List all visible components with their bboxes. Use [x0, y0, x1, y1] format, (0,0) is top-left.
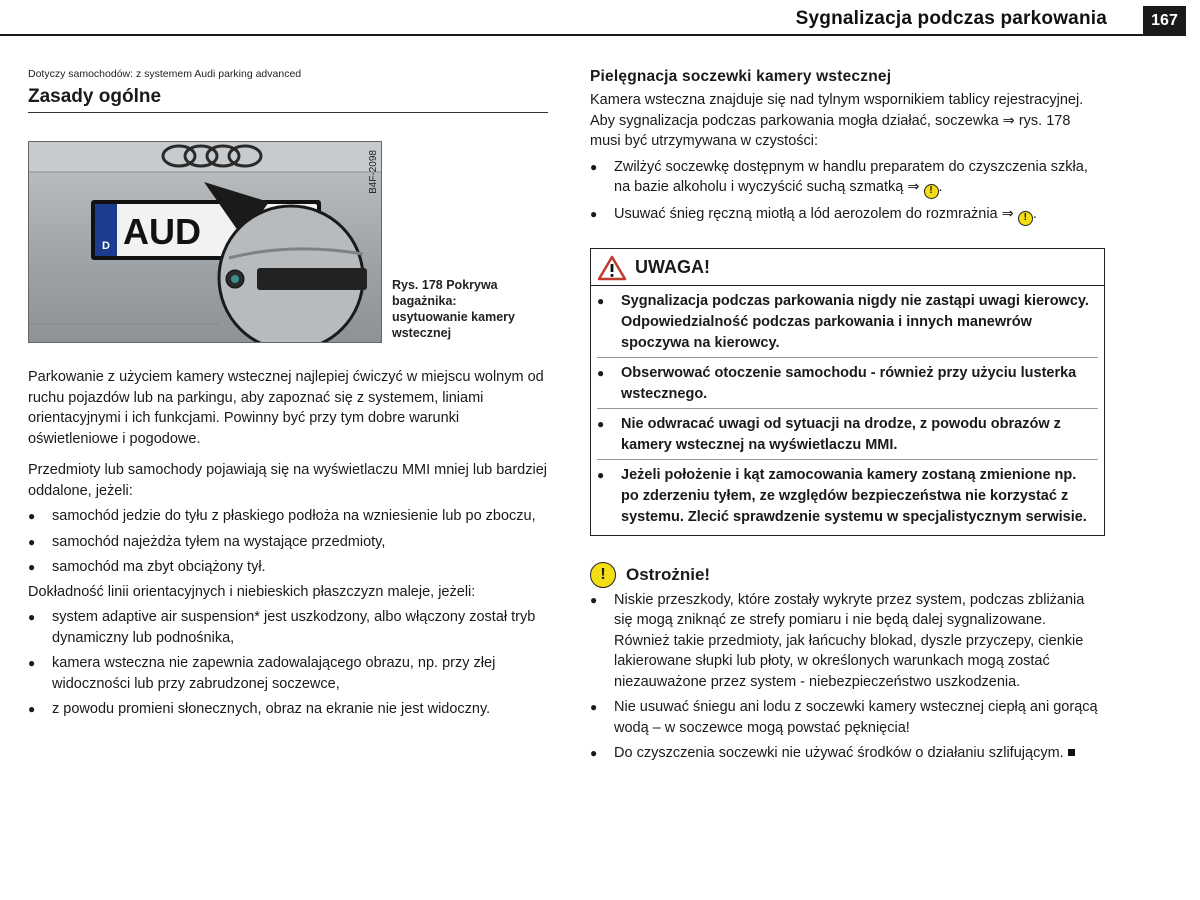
header-rule [0, 34, 1143, 36]
list-item [28, 557, 548, 578]
caption-number: Rys. 178 [392, 278, 443, 292]
lens-care-bullet-text: Zwilżyć soczewkę dostępnym w handlu preparatem do czyszczenia szkła, na bazie alkoholu i wyczyścić suchą szmatką ⇒ [614, 158, 1088, 195]
list-item [28, 653, 548, 694]
plate-text: AUD [123, 211, 201, 252]
bullet-dot: ● [590, 159, 598, 174]
warning-item [597, 358, 1098, 409]
list-item-text: Sygnalizacja podczas parkowania nigdy nie zastąpi uwagi kierowcy. Odpowiedzialność podczas parkowania i innych manewrów spoczywa na kierowcy. [621, 292, 1089, 351]
list-item [28, 607, 548, 648]
paragraph-accuracy: Dokładność linii orientacyjnych i niebieskich płaszczyzn maleje, jeżeli: [28, 583, 476, 600]
list-item-text: samochód jedzie do tyłu z płaskiego podłoża na wzniesienie lub po zboczu, [52, 508, 536, 524]
paragraph-intro: Parkowanie z użyciem kamery wstecznej najlepiej ćwiczyć w miejscu wolnym od ruchu pojazdów lub na parkingu, aby zapoznać się z systemem, liniami orientacyjnymi i ich funkcjami. Powinny być przy tym dobre warunki oświetleniowe i pogodowe. [28, 369, 544, 447]
list-item-text: samochód ma zbyt obciążony tył. [52, 559, 266, 575]
list-item-text: Nie usuwać śniegu ani lodu z soczewki kamery wstecznej ciepłą ani gorącą wodą – w soczewce mogą powstać pęknięcia! [614, 699, 1098, 736]
bullet-dot: ● [28, 656, 36, 670]
bullet-dot: ● [28, 509, 36, 523]
page-header-title: Sygnalizacja podczas parkowania [795, 8, 1107, 29]
list-item-text: Obserwować otoczenie samochodu - również przy użyciu lusterka wstecznego. [621, 364, 1077, 402]
figure-code: B4F-2098 [368, 150, 379, 194]
list-item-text: Niskie przeszkody, które zostały wykryte przez system, podczas zbliżania się mogą zniknąć ze strefy pomiaru i nie będą dalej sygnalizowane. Również takie przedmioty, jak łańcuchy blokad, dyszle przyczepy, cienkie lakierowane słupki lub płoty, w określonych warunkach mogą zostać niezauważone przez system - niebezpieczeństwo uszkodzenia. [614, 591, 1085, 690]
bullet-dot: ● [590, 206, 598, 221]
warning-item [597, 460, 1098, 531]
list-item [28, 506, 548, 527]
paragraph-display: Przedmioty lub samochody pojawiają się na wyświetlaczu MMI mniej lub bardziej oddalone, jeżeli: [28, 462, 547, 499]
left-column [28, 64, 548, 720]
list-item [28, 699, 548, 720]
section-title: Zasady ogólne [28, 86, 548, 113]
bullet-dot: ● [590, 700, 598, 714]
bullet-dot: ● [590, 746, 598, 760]
bullet-dot: ● [597, 293, 605, 308]
caution-header [590, 562, 1105, 588]
list-item [28, 532, 548, 553]
list-item-text: system adaptive air suspension* jest uszkodzony, albo włączony został tryb dynamiczny lub podnośnika, [52, 609, 536, 646]
lens-care-paragraph: Kamera wsteczna znajduje się nad tylnym wspornikiem tablicy rejestracyjnej. Aby sygnalizacja podczas parkowania mogła działać, soczewka ⇒ rys. 178 musi być utrzymywana w czystości: [590, 92, 1084, 149]
bullet-dot: ● [28, 702, 36, 716]
figure-caption [392, 277, 527, 343]
list-item [590, 590, 1105, 693]
applicability-note: Dotyczy samochodów: z systemem Audi parking advanced [28, 68, 302, 80]
caution-list [590, 590, 1105, 764]
bullet-dot: ● [597, 467, 605, 482]
caution-ref-icon: ! [924, 184, 939, 199]
list-item-text: Do czyszczenia soczewki nie używać środków o działaniu szlifującym. [614, 745, 1064, 761]
list-item-text: samochód najeżdża tyłem na wystające przedmioty, [52, 533, 386, 550]
warning-title: UWAGA! [635, 257, 710, 277]
bullet-dot: ● [597, 416, 605, 431]
warning-box [590, 248, 1105, 536]
list-item-text: Jeżeli położenie i kąt zamocowania kamery zostaną zmienione np. po zderzeniu tyłem, ze względów bezpieczeństwa nie korzystać z systemu. Zlecić sprawdzenie systemu w specjalistycznym serwisie. [621, 466, 1087, 525]
caption-text: Pokrywa bagażnika: usytuowanie kamery wstecznej [392, 278, 515, 340]
figure-trunk-camera [28, 141, 382, 343]
page-header [0, 0, 1200, 38]
end-of-section-marker [1068, 749, 1075, 756]
bullet-dot: ● [597, 365, 605, 380]
plate-country: D [102, 240, 110, 252]
caution-circle-icon: ! [590, 562, 616, 588]
warning-item [597, 286, 1098, 358]
lens-care-bullet-text: Usuwać śnieg ręczną miotłą a lód aerozolem do rozmrażnia ⇒ [614, 205, 1014, 222]
bullet-dot: ● [590, 592, 598, 607]
warning-list [591, 286, 1104, 535]
bullet-list-display [28, 506, 548, 578]
bullet-dot: ● [28, 560, 36, 574]
lens-care-bullet: ● Zwilżyć soczewkę dostępnym w handlu preparatem do czyszczenia szkła, na bazie alkoholu i wyczyścić suchą szmatką ⇒ ! . [590, 157, 1105, 199]
bullet-dot: ● [28, 610, 36, 624]
lens-care-bullet: ● Usuwać śnieg ręczną miotłą a lód aerozolem do rozmrażnia ⇒ ! . [590, 204, 1105, 226]
list-item [590, 743, 1105, 764]
list-item-text: z powodu promieni słonecznych, obraz na ekranie nie jest widoczny. [52, 701, 491, 717]
bullet-list-accuracy [28, 607, 548, 720]
list-item [590, 697, 1105, 738]
bullet-dot: ● [28, 534, 36, 549]
trunk-illustration [29, 142, 381, 342]
warning-item [597, 409, 1098, 460]
caution-title: Ostrożnie! [626, 564, 711, 584]
warning-header [591, 249, 1104, 286]
figure-row [28, 141, 548, 343]
lens-care-title: Pielęgnacja soczewki kamery wstecznej [590, 68, 892, 85]
page-number: 167 [1143, 6, 1186, 36]
warning-triangle-icon [597, 255, 627, 281]
caution-ref-icon: ! [1018, 211, 1033, 226]
list-item-text: Nie odwracać uwagi od sytuacji na drodze, z powodu obrazów z kamery wstecznej na wyświetlaczu MMI. [621, 415, 1061, 453]
list-item-text: kamera wsteczna nie zapewnia zadowalającego obrazu, np. przy złej widoczności lub przy zabrudzonej soczewce, [52, 655, 496, 692]
right-column [590, 64, 1105, 764]
